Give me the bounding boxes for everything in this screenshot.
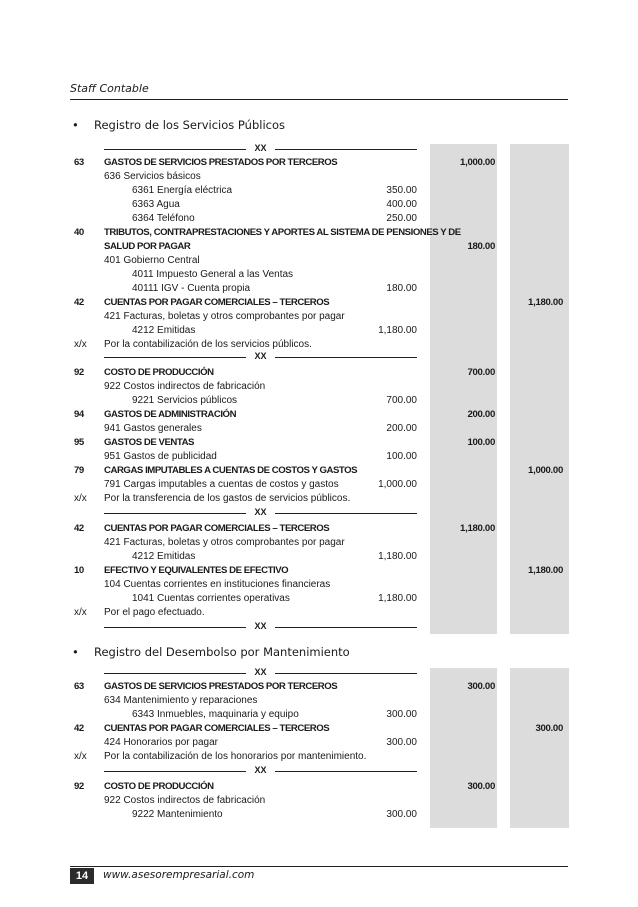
section-title-text: Registro del Desembolso por Mantenimiento [94,645,350,659]
journal-row: 951 Gastos de publicidad 100.00 [104,451,417,462]
journal-row: 42 CUENTAS POR PAGAR COMERCIALES – TERCEROS 1,180.00 [74,297,563,308]
journal-row: 1041 Cuentas corrientes operativas 1,180.00 [132,593,417,604]
bullet-icon: • [72,645,79,659]
journal-row: 791 Cargas imputables a cuentas de costos y gastos 1,000.00 [104,479,417,490]
journal-row: 94 GASTOS DE ADMINISTRACIÓN 200.00 [74,409,495,420]
journal-row: 63 GASTOS DE SERVICIOS PRESTADOS POR TERCEROS 1,000.00 [74,157,495,168]
journal-row: 421 Facturas, boletas y otros comprobantes por pagar [104,311,345,322]
journal-row: 9221 Servicios públicos 700.00 [132,395,417,406]
journal-row: 6343 Inmuebles, maquinaria y equipo 300.00 [132,709,417,720]
journal-row: 634 Mantenimiento y reparaciones [104,695,258,706]
journal-row: 40 TRIBUTOS, CONTRAPRESTACIONES Y APORTES AL SISTEMA DE PENSIONES Y DE [74,227,461,238]
journal-row: 9222 Mantenimiento 300.00 [132,809,417,820]
journal-row: 922 Costos indirectos de fabricación [104,795,266,806]
journal-entry-mantenimiento [70,668,569,828]
bullet-icon: • [72,118,79,132]
journal-row: 401 Gobierno Central [104,255,200,266]
journal-row: 42 CUENTAS POR PAGAR COMERCIALES – TERCEROS 1,180.00 [74,523,495,534]
journal-row: 42 CUENTAS POR PAGAR COMERCIALES – TERCEROS 300.00 [74,723,563,734]
journal-row: x/x Por la contabilización de los honorarios por mantenimiento. [74,751,367,762]
journal-row: 4011 Impuesto General a las Ventas [132,269,294,280]
journal-row: 79 CARGAS IMPUTABLES A CUENTAS DE COSTOS Y GASTOS 1,000.00 [74,465,563,476]
journal-entry-servicios [70,144,569,634]
journal-row: 922 Costos indirectos de fabricación [104,381,266,392]
journal-row: 4212 Emitidas 1,180.00 [132,551,417,562]
footer-url: www.asesorempresarial.com [103,869,255,881]
journal-row: 636 Servicios básicos [104,171,201,182]
entry-separator: XX [104,144,417,154]
entry-separator: XX [104,352,417,362]
running-header: Staff Contable [70,82,149,95]
journal-row: 6364 Teléfono 250.00 [132,213,417,224]
journal-row: 424 Honorarios por pagar 300.00 [104,737,417,748]
journal-row: 6363 Agua 400.00 [132,199,417,210]
journal-row: 941 Gastos generales 200.00 [104,423,417,434]
journal-row: x/x Por la transferencia de los gastos de servicios públicos. [74,493,351,504]
journal-row: 95 GASTOS DE VENTAS 100.00 [74,437,495,448]
journal-row: 6361 Energía eléctrica 350.00 [132,185,417,196]
journal-row: 10 EFECTIVO Y EQUIVALENTES DE EFECTIVO 1,180.00 [74,565,563,576]
journal-row: 421 Facturas, boletas y otros comprobantes por pagar [104,537,345,548]
footer-rule [70,866,568,867]
entry-separator: XX [104,622,417,632]
journal-row: x/x Por el pago efectuado. [74,607,205,618]
entry-separator: XX [104,766,417,776]
journal-row: 104 Cuentas corrientes en instituciones financieras [104,579,331,590]
section-title-servicios [72,118,285,132]
header-rule [70,99,568,100]
page-number: 14 [70,868,94,884]
section-title-text: Registro de los Servicios Públicos [94,118,285,132]
journal-row: 63 GASTOS DE SERVICIOS PRESTADOS POR TERCEROS 300.00 [74,681,495,692]
journal-row: SALUD POR PAGAR 180.00 [104,241,495,252]
journal-row: 92 COSTO DE PRODUCCIÓN 300.00 [74,781,495,792]
section-title-mantenimiento [72,645,350,659]
entry-separator: XX [104,668,417,678]
journal-row: 40111 IGV - Cuenta propia 180.00 [132,283,417,294]
journal-row: x/x Por la contabilización de los servicios públicos. [74,339,312,350]
journal-row: 92 COSTO DE PRODUCCIÓN 700.00 [74,367,495,378]
entry-separator: XX [104,508,417,518]
journal-row: 4212 Emitidas 1,180.00 [132,325,417,336]
